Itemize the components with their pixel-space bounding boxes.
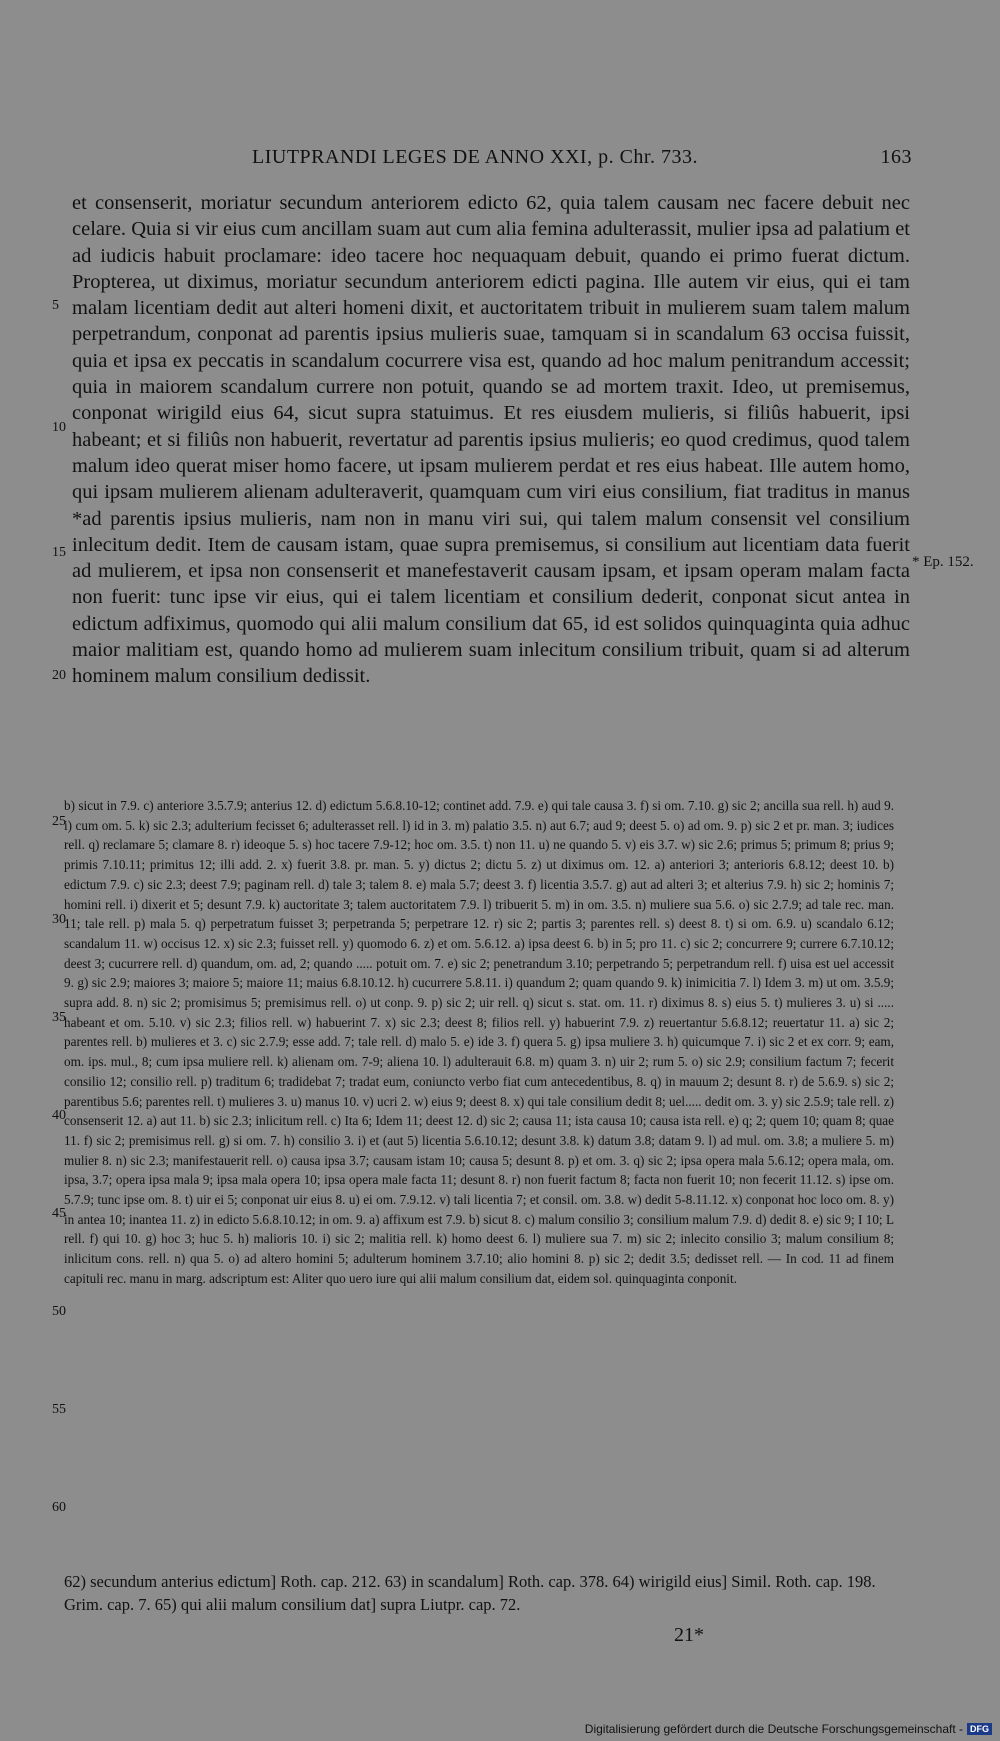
main-text-block: [72, 190, 910, 690]
page-number: 163: [880, 146, 912, 168]
critical-apparatus: [64, 796, 894, 1289]
digitization-footer: [585, 1722, 992, 1736]
line-number: 30: [52, 912, 66, 927]
line-number: 40: [52, 1108, 66, 1123]
line-number: 25: [52, 814, 66, 829]
apparatus-text: b) sicut in 7.9. c) anteriore 3.5.7.9; anterius 12. d) edictum 5.6.8.10-12; continet add. 7.9. e) qui tale causa 3. f) si om. 7.10. g) sic 2; ancilla sua rell. h) aud 9. i) cum om. 5. k) sic 2.3; adulterium fecisset 6; adulterasset rell. l) id in 3. m) palatio 3.5. n) aut 6.7; aud 9; deest 5. o) ad om. 9. p) sic 2 et pr. man. 3; iudices rell. q) reclamare 5; clamare 8. r) ideoque 5. s) hoc tacere 7.9-12; hoc om. 3.5. t) non 11. u) ne quando 5. v) eis 3.7. w) sic 2.6; primus 5; primum 8; prius 9; primis 7.10.11; primitus 12; illi add. 2. x) fuerit 3.8. pr. man. 5. y) dictus 2; dictu 5. z) ut diximus om. 12. a) anteriori 3; anterioris 6.8.12; deest 10. b) edictum 7.9. c) sic 2.3; deest 7.9; paginam rell. d) tale 3; talem 8. e) mala 5.7; deest 3. f) licentia 3.5.7. g) aut ad alteri 3; et alterius 7.9. h) sic 2; hominis 7; homini rell. i) dixerit et 5; desunt 7.9. k) auctoritate 3; talem auctoritatem 7.9. l) tribuerit 5. m) in om. 3.5. n) muliere sua 5.6. o) sic 2.7.9; ad tale rec. man. 11; tale rell. p) mala 5. q) perpetratum fuisset 3; perpetranda 5; perpetrare 12. r) sic 2; partis 3; parentes rell. s) deest 8. t) si om. 6.9. u) scandalo 6.12; scandalum 11. w) occisus 12. x) sic 2.3; fuisset rell. y) quomodo 6. z) et om. 5.6.12. a) ipsa deest 6. b) in 5; pro 11. c) sic 2; concurrere 9; currere 6.7.10.12; deest 3; cucurrere rell. d) quandum, om. ad, 2; quando ..... potuit om. 7. e) sic 2; penetrandum 3.10; perpetrando 5; perpetrandum rell. f) uisa est uel accessit 9. g) sic 2.9; maiores 3; maiore 5; maiore 11; maius 6.8.10.12. h) cucurrere 5.8.11. i) quandum 2; quam quando 9. k) inimicitia 7. l) Idem 3. m) ut om. 3.5.9; supra add. 8. n) sic 2; promisimus 5; premisimus rell. o) ut conp. 9. p) sic 2; uir rell. q) sicut s. stat. om. 11. r) diximus 8. s) eius 5. t) mulieres 3. u) si ..... habeant et om. 5.10. v) sic 2.3; filios rell. w) habuerint 7. x) sic 2.3; deest 8; filios rell. y) habuerint 7.9. z) reuertantur 5.6.8.12; reuertatur 11. a) sic 2; parentes rell. b) mulieres et 3. c) sic 2.7.9; esse add. 7; tale rell. d) malo 5. e) ide 3. f) quera 5. g) ipsa muliere 3. h) quicumque 7. i) sic 2 et ex corr. 9; eam, om. ips. mul., 8; cum ipsa muliere rell. k) alienam om. 7-9; aliena 10. l) adulterauit 6.8. m) quam 3. n) uir 2; rum 5. o) sic 2.9; consilium factum 7; fecerit consilio 12; consilio rell. p) traditum 6; tradidebat 7; tradat eum, coniuncto verbo fiat cum antecedentibus, 8. q) in mauum 2; desunt 8. r) de 5.6.9. s) sic 2; parentibus 5.6; parentes rell. t) mulieres 3. u) manus 10. v) ucri 2. w) eius 9; deest 8. x) qui tale consilium dedit 8; uel..... dedit om. 3. y) sic 2.5.9; tale rell. z) consenserit 12. a) aut 11. b) sic 2.3; inlicitum rell. c) Ita 6; Idem 11; deest 12. d) sic 2; causa 11; ista causa 10; causa ista rell. e) q; 2; quem 10; quam 8; quae 11. f) sic 2; premisimus rell. g) si om. 7. h) consilio 3. i) et (aut 5) licentia 5.6.10.12; desunt 3.8. k) datum 3.8; datam 9. l) ad mul. om. 3.8; a muliere 5. m) mulier 8. n) sic 2.3; manifestauerit rell. o) causa ipsa 3.7; causam istam 10; causa 5; desunt 8. p) et om. 3. q) sic 2; ipsa opera mala 5.6.12; opera mala, om. ipsa, 3.7; opera ipsa mala 9; ipsa mala opera 10; ipsa opera male facta 11; desunt 8. r) non fuerit factum 8; facta non fuerit 10; non fecerit 11.12. s) ipse om. 5.7.9; tunc ipse om. 8. t) uir ei 5; conponat uir eius 8. u) ei om. 7.9.12. v) tali licentia 7; et consil. om. 3.8. w) dedit 5-8.11.12. x) conponat hoc loco om. 8. y) in antea 10; inantea 11. z) in edicto 5.6.8.10.12; in om. 9. a) affixum est 7.9. b) sicut 8. c) malum consilio 3; consilium malum 7.9. d) dedit 8. e) sic 9; I 10; L rell. f) qui 10. g) hoc 3; huc 5. h) malioris 10. i) sic 2; malitia rell. k) homo deest 6. l) muliere sua 7. m) sic 2; inlecito consilio 3; malum consilium 8; inlicitum cons. rell. n) qua 5. o) ad altero homini 5; adulterum hominem 3.7.10; alio homini 8. p) sic 2; dedit 3.5; dedisset rell. — In cod. 11 ad finem capituli rec. manu in marg. adscriptum est: Aliter quo uero iure qui alii malum consilium dat, eidem sol. quinquaginta conponit.: [64, 798, 894, 1286]
margin-reference: * Ep. 152.: [912, 554, 974, 570]
line-number: 50: [52, 1304, 66, 1319]
line-number: 15: [52, 545, 66, 560]
line-number: 20: [52, 668, 66, 683]
line-number: 55: [52, 1402, 66, 1417]
line-number: 45: [52, 1206, 66, 1221]
line-number: 10: [52, 420, 66, 435]
signature-mark: 21*: [674, 1624, 704, 1646]
footer-credit: Digitalisierung gefördert durch die Deutsche Forschungsgemeinschaft -: [584, 1722, 963, 1736]
line-number: 35: [52, 1010, 66, 1025]
running-header: [62, 146, 912, 176]
header-title: LIUTPRANDI LEGES DE ANNO XXI, p. Chr. 733.: [252, 146, 698, 168]
footnote: 62) secundum anterius edictum] Roth. cap. 212. 63) in scandalum] Roth. cap. 378. 64) wirigild eius] Simil. Roth. cap. 198. Grim. cap. 7. 65) qui alii malum consilium dat] supra Liutpr. cap. 72.: [64, 1572, 876, 1614]
footnotes: [64, 1570, 894, 1616]
main-text: et consenserit, moriatur secundum anteriorem edicto 62, quia talem causam nec facere debuit nec celare. Quia si vir eius cum ancillam suam aut cum alia femina adulterassit, mulier ipsa ad palatium et ad iudicis habuit proclamare: ideo tacere hoc nequaquam debuit, quando ei primo fuerat dictum. Propterea, ut diximus, moriatur secundum anteriorem edicti pagina. Ille autem vir eius, qui ei tam malam licentiam dedit aut alteri homeni dixit, et auctoritatem tribuit in mulierem suam talem malum perpetrandum, conponat ad parentis ipsius mulieris suae, tamquam si in scandalum 63 occisa fuissit, quia et ipsa ex peccatis in scandalum cocurrere visa est, quando ad hoc malum penitrandum accessit; quia in maiorem scandalum currere non potuit, quando se ad mortem traxit. Ideo, ut premisemus, conponat wirigild eius 64, sicut supra statuimus. Et res eiusdem mulieris, si filiûs habuerit, ipsi habeant; et si filiûs non habuerit, revertatur ad parentis ipsius mulieris; eo quod credimus, quod talem malum ideo querat miser homo facere, ut ipsam mulierem perdat et res eius habeat. Ille autem homo, qui ipsam mulierem alienam adulteraverit, quamquam cum viri eius consilium, fiat traditus in manus *ad parentis ipsius mulieris, nam non in manu viri sui, qui talem malum consensit vel consilium inlecitum dedit. Item de causam istam, quae supra premisemus, si consilium aut licentiam data fuerit ad mulierem, et ipsa non consenserit et manefestaverit causam ipsam, et ipsam operam malam facta non fuerit: tunc ipse vir eius, qui ei talem licentiam et consilium dederit, conponat sicut antea in edictum adfiximus, quomodo qui alii malum consilium dat 65, id est solidos quinquaginta quia adhuc maior malitiam est, quando homo ad mulierem suam inlecitum consilium tribuit, quam si ad alterum hominem malum consilium dedissit.: [72, 192, 910, 688]
dfg-logo-icon: DFG: [967, 1723, 992, 1735]
line-number: 60: [52, 1500, 66, 1515]
line-number: 5: [52, 298, 59, 313]
